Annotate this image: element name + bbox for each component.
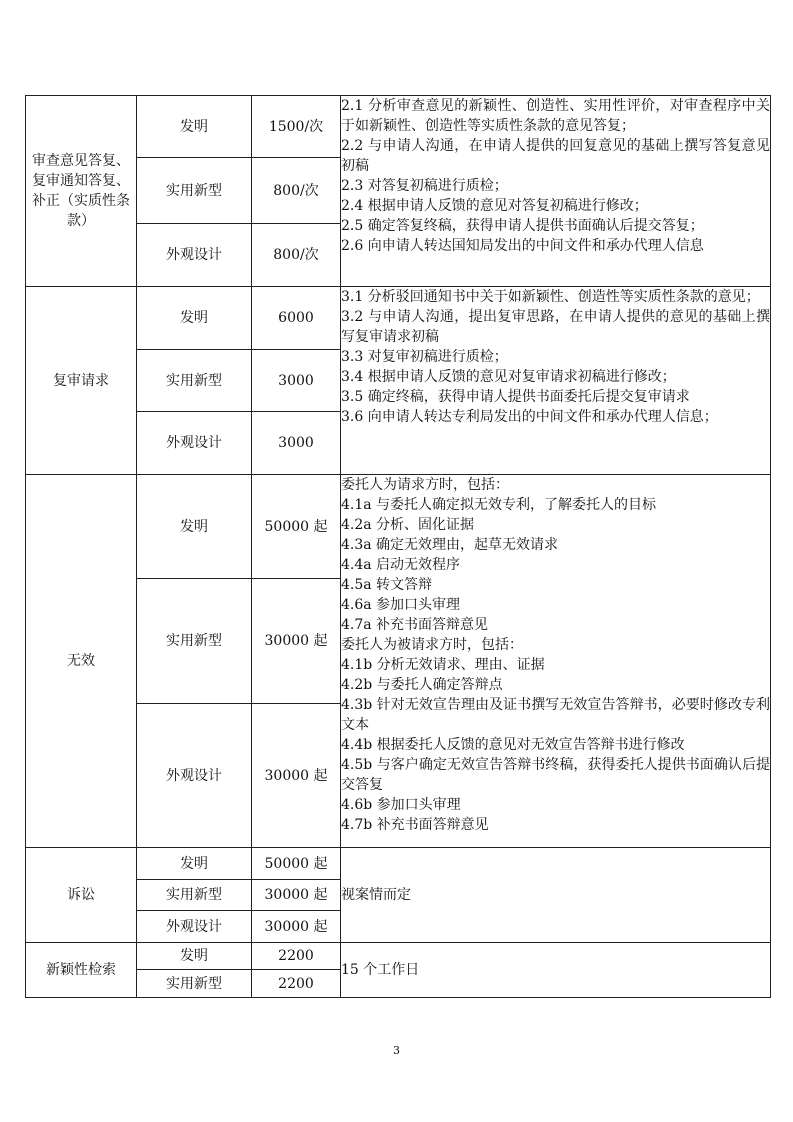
desc-line: 3.5 确定终稿，获得申请人提供书面委托后提交复审请求 bbox=[341, 389, 690, 405]
desc-line: 2.2 与申请人沟通，在申请人提供的回复意见的基础上撰写答复意见初稿 bbox=[341, 138, 770, 174]
type-cell: 实用新型 bbox=[137, 579, 252, 704]
fee-cell: 6000 bbox=[252, 287, 341, 350]
type-cell: 实用新型 bbox=[137, 880, 252, 911]
desc-line: 2.1 分析审查意见的新颖性、创造性、实用性评价，对审查程序中关于如新颖性、创造性等实质性条款的意见答复； bbox=[341, 98, 770, 134]
desc-line: 4.1b 分析无效请求、理由、证据 bbox=[341, 657, 545, 673]
fee-cell: 2200 bbox=[252, 943, 341, 970]
fee-cell: 50000 起 bbox=[252, 848, 341, 880]
fee-cell: 30000 起 bbox=[252, 704, 341, 848]
desc-line: 3.4 根据申请人反馈的意见对复审请求初稿进行修改； bbox=[341, 369, 676, 385]
desc-line: 4.6a 参加口头审理 bbox=[341, 597, 461, 613]
fee-cell: 800/次 bbox=[252, 158, 341, 224]
fee-table bbox=[25, 95, 771, 998]
desc-line: 2.5 确定答复终稿，获得申请人提供书面确认后提交答复； bbox=[341, 218, 704, 234]
fee-cell: 1500/次 bbox=[252, 96, 341, 158]
fee-cell: 3000 bbox=[252, 350, 341, 412]
description-cell bbox=[341, 287, 771, 475]
fee-cell: 30000 起 bbox=[252, 911, 341, 943]
page-number: 3 bbox=[393, 1044, 400, 1057]
category-cell: 审查意见答复、复审通知答复、补正（实质性条款） bbox=[26, 96, 137, 287]
desc-line: 4.1a 与委托人确定拟无效专利，了解委托人的目标 bbox=[341, 497, 657, 513]
desc-line: 3.3 对复审初稿进行质检； bbox=[341, 349, 508, 365]
category-cell: 复审请求 bbox=[26, 287, 137, 475]
type-cell: 实用新型 bbox=[137, 350, 252, 412]
type-cell: 实用新型 bbox=[137, 970, 252, 998]
category-cell: 新颖性检索 bbox=[26, 943, 137, 998]
desc-line: 4.2b 与委托人确定答辩点 bbox=[341, 677, 503, 693]
table-row bbox=[26, 943, 771, 970]
description-cell bbox=[341, 96, 771, 287]
desc-line: 4.6b 参加口头审理 bbox=[341, 797, 461, 813]
category-cell: 无效 bbox=[26, 475, 137, 848]
fee-cell: 3000 bbox=[252, 412, 341, 475]
desc-line: 3.2 与申请人沟通，提出复审思路，在申请人提供的意见的基础上撰写复审请求初稿 bbox=[341, 309, 770, 345]
desc-line: 委托人为被请求方时，包括： bbox=[341, 637, 523, 653]
description-cell bbox=[341, 848, 771, 943]
table-row bbox=[26, 287, 771, 350]
type-cell: 实用新型 bbox=[137, 158, 252, 224]
description-cell bbox=[341, 475, 771, 848]
desc-line: 视案情而定 bbox=[341, 887, 411, 903]
type-cell: 发明 bbox=[137, 848, 252, 880]
table-row bbox=[26, 475, 771, 579]
desc-line: 2.4 根据申请人反馈的意见对答复初稿进行修改； bbox=[341, 198, 648, 214]
desc-line: 4.4a 启动无效程序 bbox=[341, 557, 461, 573]
desc-line: 4.3b 针对无效宣告理由及证书撰写无效宣告答辩书，必要时修改专利文本 bbox=[341, 697, 770, 733]
fee-cell: 800/次 bbox=[252, 224, 341, 287]
category-cell: 诉讼 bbox=[26, 848, 137, 943]
type-cell: 发明 bbox=[137, 287, 252, 350]
type-cell: 外观设计 bbox=[137, 412, 252, 475]
type-cell: 外观设计 bbox=[137, 704, 252, 848]
type-cell: 发明 bbox=[137, 96, 252, 158]
table-row bbox=[26, 848, 771, 880]
desc-line: 4.3a 确定无效理由，起草无效请求 bbox=[341, 537, 559, 553]
desc-line: 2.3 对答复初稿进行质检； bbox=[341, 178, 508, 194]
type-cell: 外观设计 bbox=[137, 224, 252, 287]
description-cell bbox=[341, 943, 771, 998]
desc-line: 3.6 向申请人转达专利局发出的中间文件和承办代理人信息； bbox=[341, 409, 718, 425]
desc-line: 2.6 向申请人转达国知局发出的中间文件和承办代理人信息 bbox=[341, 238, 704, 254]
desc-line: 4.7b 补充书面答辩意见 bbox=[341, 817, 489, 833]
type-cell: 发明 bbox=[137, 475, 252, 579]
type-cell: 外观设计 bbox=[137, 911, 252, 943]
desc-line: 4.2a 分析、固化证据 bbox=[341, 517, 475, 533]
desc-line: 委托人为请求方时，包括： bbox=[341, 477, 509, 493]
desc-line: 4.5a 转文答辩 bbox=[341, 577, 433, 593]
desc-line: 4.4b 根据委托人反馈的意见对无效宣告答辩书进行修改 bbox=[341, 737, 685, 753]
desc-line: 3.1 分析驳回通知书中关于如新颖性、创造性等实质性条款的意见； bbox=[341, 289, 760, 305]
fee-cell: 50000 起 bbox=[252, 475, 341, 579]
fee-cell: 2200 bbox=[252, 970, 341, 998]
table-row bbox=[26, 96, 771, 158]
type-cell: 发明 bbox=[137, 943, 252, 970]
desc-line: 4.7a 补充书面答辩意见 bbox=[341, 617, 489, 633]
fee-cell: 30000 起 bbox=[252, 579, 341, 704]
desc-line: 15 个工作日 bbox=[341, 962, 420, 978]
desc-line: 4.5b 与客户确定无效宣告答辩书终稿，获得委托人提供书面确认后提交答复 bbox=[341, 757, 770, 793]
fee-cell: 30000 起 bbox=[252, 880, 341, 911]
